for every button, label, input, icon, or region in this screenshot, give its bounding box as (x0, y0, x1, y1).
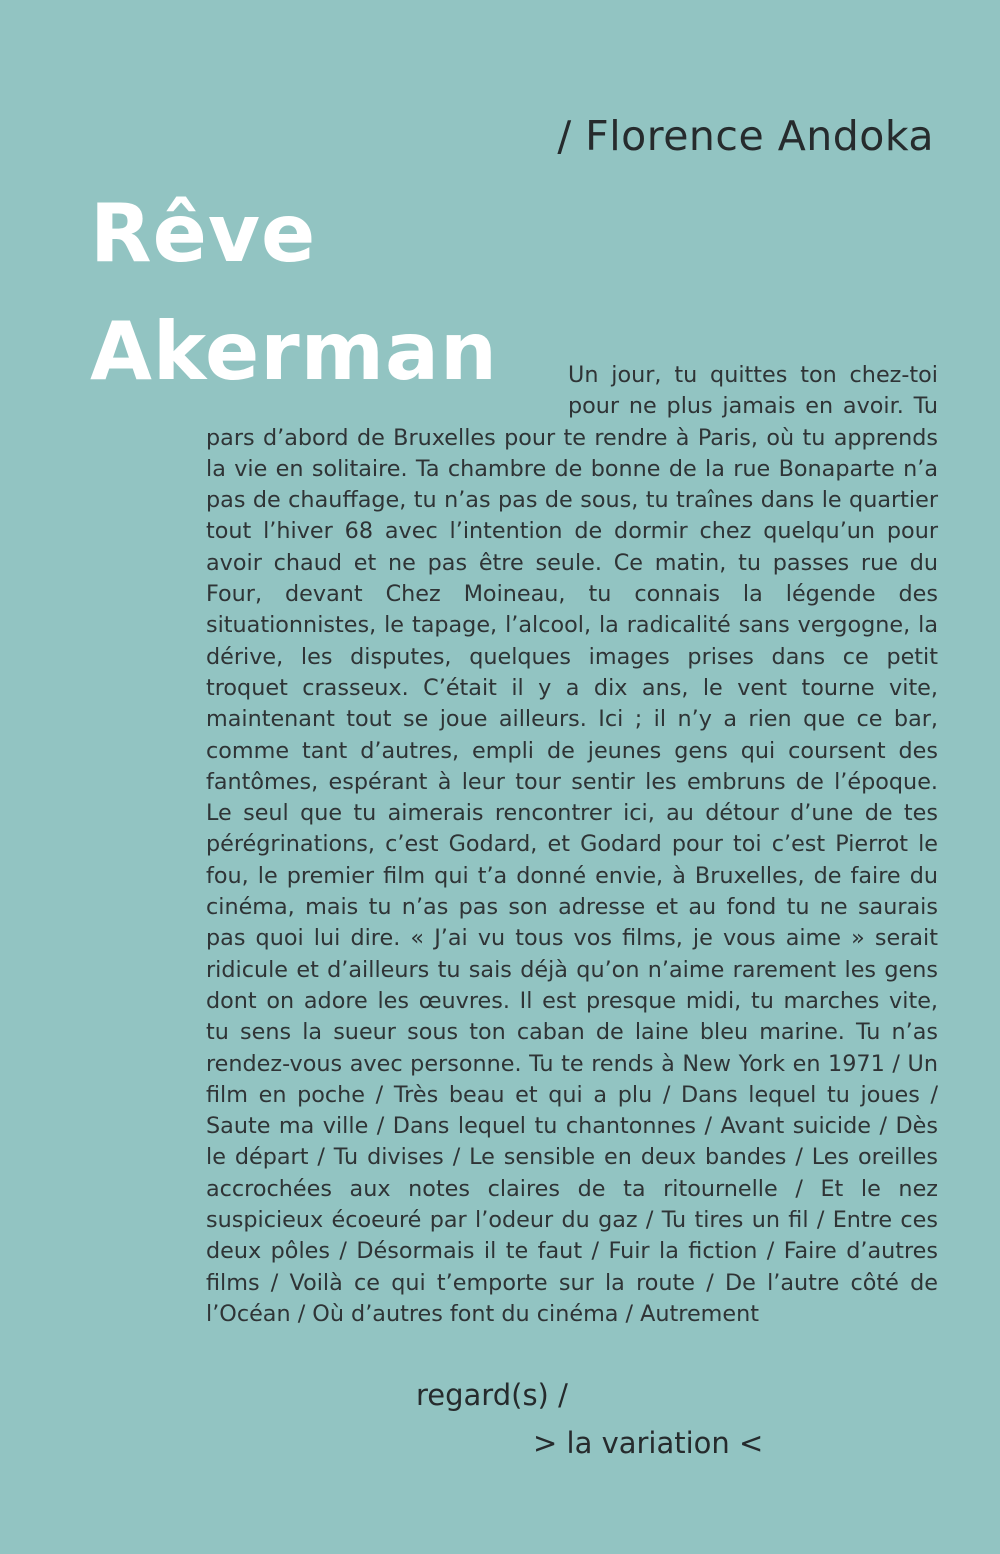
back-cover-blurb (206, 360, 938, 1330)
blurb-indent-spacer (206, 360, 568, 422)
author-name: / Florence Andoka (557, 112, 934, 160)
blurb-text: Un jour, tu quittes ton chez-toi pour ne plus jamais en avoir. Tu pars d’abord de Bruxelles pour te rendre à Paris, où tu apprends la vie en solitaire. Ta chambre de bonne de la rue Bonaparte n’a pas de chauffage, tu n’as pas de sous, tu traînes dans le quartier tout l’hiver 68 avec l’intention de dormir chez quelqu’un pour avoir chaud et ne pas être seule. Ce matin, tu passes rue du Four, devant Chez Moineau, tu connais la légende des situationnistes, le tapage, l’alcool, la radicalité sans vergogne, la dérive, les disputes, quelques images prises dans ce petit troquet crasseux. C’était il y a dix ans, le vent tourne vite, maintenant tout se joue ailleurs. Ici ; il n’y a rien que ce bar, comme tant d’autres, empli de jeunes gens qui coursent des fantômes, espérant à leur tour sentir les embruns de l’époque. Le seul que tu aimerais rencontrer ici, au détour d’une de tes pérégrinations, c’est Godard, et Godard pour toi c’est Pierrot le fou, le premier film qui t’a donné envie, à Bruxelles, de faire du cinéma, mais tu n’as pas son adresse et au fond tu ne saurais pas quoi lui dire. « J’ai vu tous vos films, je vous aime » serait ridicule et d’ailleurs tu sais déjà qu’on n’aime rarement les gens dont on adore les œuvres. Il est presque midi, tu marches vite, tu sens la sueur sous ton caban de laine bleu marine. Tu n’as rendez-vous avec personne. Tu te rends à New York en 1971 / Un film en poche / Très beau et qui a plu / Dans lequel tu joues / Saute ma ville / Dans lequel tu chantonnes / Avant suicide / Dès le départ / Tu divises / Le sensible en deux bandes / Les oreilles accrochées aux notes claires de ta ritournelle / Et le nez suspicieux écoeuré par l’odeur du gaz / Tu tires un fil / Entre ces deux pôles / Désormais il te faut / Fuir la fiction / Faire d’autres films / Voilà ce qui t’emporte sur la route / De l’autre côté de l’Océan / Où d’autres font du cinéma / Autrement (206, 362, 938, 1327)
collection-name: > la variation < (533, 1426, 764, 1460)
series-name: regard(s) / (416, 1378, 568, 1412)
book-title-line-1: Rêve (90, 187, 317, 280)
book-title-line-2: Akerman (90, 305, 498, 398)
